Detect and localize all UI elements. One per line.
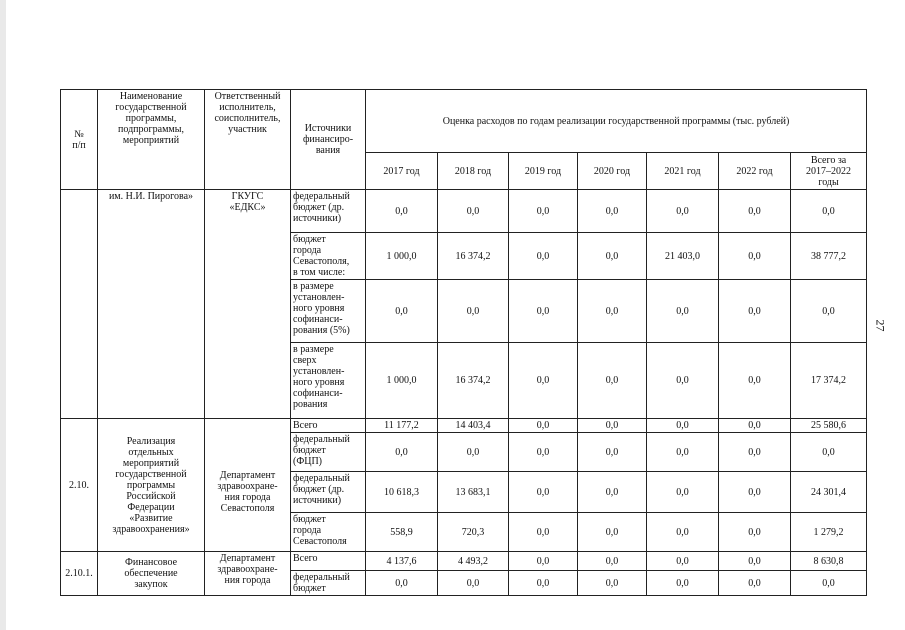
header-row-1 <box>61 90 867 153</box>
value-cell: 21 403,0 <box>647 233 719 280</box>
header-year-5: 2022 год <box>719 153 791 190</box>
header-year-2: 2019 год <box>509 153 578 190</box>
value-cell: 0,0 <box>578 419 647 433</box>
value-cell: 0,0 <box>719 343 791 419</box>
value-cell: 0,0 <box>791 280 867 343</box>
page-number: 27 <box>873 319 888 332</box>
value-cell: 16 374,2 <box>438 233 509 280</box>
value-cell: 0,0 <box>647 571 719 596</box>
item-responsible: Департамент здравоохране- ния города <box>205 552 291 596</box>
value-cell: 0,0 <box>366 571 438 596</box>
item-name: Реализация отдельных мероприятий государственной программы Российской Федерации «Развитие здравоохранения» <box>98 419 205 552</box>
value-cell: 0,0 <box>578 280 647 343</box>
value-cell: 0,0 <box>719 433 791 472</box>
value-cell: 0,0 <box>578 190 647 233</box>
value-cell: 10 618,3 <box>366 472 438 513</box>
value-cell: 0,0 <box>509 280 578 343</box>
funding-source: бюджет города Севастополя <box>291 513 366 552</box>
value-cell: 0,0 <box>509 433 578 472</box>
value-cell: 0,0 <box>578 552 647 571</box>
value-cell: 8 630,8 <box>791 552 867 571</box>
header-year-4: 2021 год <box>647 153 719 190</box>
value-cell: 0,0 <box>647 513 719 552</box>
value-cell: 0,0 <box>578 571 647 596</box>
value-cell: 1 279,2 <box>791 513 867 552</box>
value-cell: 0,0 <box>719 571 791 596</box>
value-cell: 0,0 <box>578 472 647 513</box>
value-cell: 0,0 <box>647 552 719 571</box>
value-cell: 1 000,0 <box>366 343 438 419</box>
funding-source: федеральный бюджет <box>291 571 366 596</box>
value-cell: 0,0 <box>647 343 719 419</box>
value-cell: 0,0 <box>719 472 791 513</box>
value-cell: 720,3 <box>438 513 509 552</box>
funding-source: федеральный бюджет (др. источники) <box>291 190 366 233</box>
value-cell: 0,0 <box>366 433 438 472</box>
value-cell: 0,0 <box>791 571 867 596</box>
value-cell: 558,9 <box>366 513 438 552</box>
header-num: № п/п <box>61 90 98 190</box>
value-cell: 0,0 <box>438 433 509 472</box>
value-cell: 38 777,2 <box>791 233 867 280</box>
scan-edge-shadow <box>0 0 6 630</box>
value-cell: 0,0 <box>647 419 719 433</box>
header-year-3: 2020 год <box>578 153 647 190</box>
funding-source: Всего <box>291 419 366 433</box>
table-row <box>61 419 867 433</box>
funding-source: в размере установлен- ного уровня софинанси- рования (5%) <box>291 280 366 343</box>
item-name: им. Н.И. Пирогова» <box>98 190 205 419</box>
value-cell: 4 137,6 <box>366 552 438 571</box>
value-cell: 0,0 <box>791 190 867 233</box>
header-responsible: Ответственный исполнитель, соисполнитель, участник <box>205 90 291 190</box>
value-cell: 0,0 <box>509 190 578 233</box>
value-cell: 17 374,2 <box>791 343 867 419</box>
table-row <box>61 190 867 233</box>
value-cell: 0,0 <box>647 280 719 343</box>
value-cell: 0,0 <box>509 552 578 571</box>
value-cell: 0,0 <box>366 280 438 343</box>
item-number <box>61 190 98 419</box>
value-cell: 11 177,2 <box>366 419 438 433</box>
funding-source: федеральный бюджет (ФЦП) <box>291 433 366 472</box>
value-cell: 1 000,0 <box>366 233 438 280</box>
value-cell: 0,0 <box>366 190 438 233</box>
value-cell: 0,0 <box>719 280 791 343</box>
value-cell: 0,0 <box>719 190 791 233</box>
funding-source: в размере сверх установлен- ного уровня софинанси- рования <box>291 343 366 419</box>
header-year-6: Всего за 2017–2022 годы <box>791 153 867 190</box>
value-cell: 24 301,4 <box>791 472 867 513</box>
budget-table <box>60 89 867 596</box>
value-cell: 14 403,4 <box>438 419 509 433</box>
table-row <box>61 552 867 571</box>
value-cell: 0,0 <box>509 571 578 596</box>
value-cell: 0,0 <box>578 513 647 552</box>
value-cell: 0,0 <box>719 233 791 280</box>
header-sources: Источники финансиро- вания <box>291 90 366 190</box>
value-cell: 0,0 <box>647 433 719 472</box>
value-cell: 0,0 <box>647 472 719 513</box>
value-cell: 0,0 <box>719 513 791 552</box>
value-cell: 0,0 <box>578 343 647 419</box>
item-responsible: ГКУГС «ЕДКС» <box>205 190 291 419</box>
header-estimate: Оценка расходов по годам реализации государственной программы (тыс. рублей) <box>366 90 867 153</box>
value-cell: 0,0 <box>438 190 509 233</box>
value-cell: 16 374,2 <box>438 343 509 419</box>
value-cell: 0,0 <box>509 513 578 552</box>
value-cell: 0,0 <box>719 552 791 571</box>
funding-source: бюджет города Севастополя, в том числе: <box>291 233 366 280</box>
funding-source: федеральный бюджет (др. источники) <box>291 472 366 513</box>
value-cell: 0,0 <box>647 190 719 233</box>
item-number: 2.10.1. <box>61 552 98 596</box>
header-year-1: 2018 год <box>438 153 509 190</box>
value-cell: 0,0 <box>578 233 647 280</box>
header-year-0: 2017 год <box>366 153 438 190</box>
value-cell: 0,0 <box>438 280 509 343</box>
value-cell: 25 580,6 <box>791 419 867 433</box>
value-cell: 0,0 <box>719 419 791 433</box>
value-cell: 13 683,1 <box>438 472 509 513</box>
item-number: 2.10. <box>61 419 98 552</box>
funding-source: Всего <box>291 552 366 571</box>
value-cell: 0,0 <box>509 343 578 419</box>
item-responsible: Департамент здравоохране- ния города Севастополя <box>205 419 291 552</box>
value-cell: 0,0 <box>791 433 867 472</box>
value-cell: 0,0 <box>578 433 647 472</box>
item-name: Финансовое обеспечение закупок <box>98 552 205 596</box>
value-cell: 0,0 <box>509 233 578 280</box>
value-cell: 0,0 <box>438 571 509 596</box>
header-name: Наименование государственной программы, подпрограммы, мероприятий <box>98 90 205 190</box>
value-cell: 0,0 <box>509 472 578 513</box>
value-cell: 0,0 <box>509 419 578 433</box>
value-cell: 4 493,2 <box>438 552 509 571</box>
